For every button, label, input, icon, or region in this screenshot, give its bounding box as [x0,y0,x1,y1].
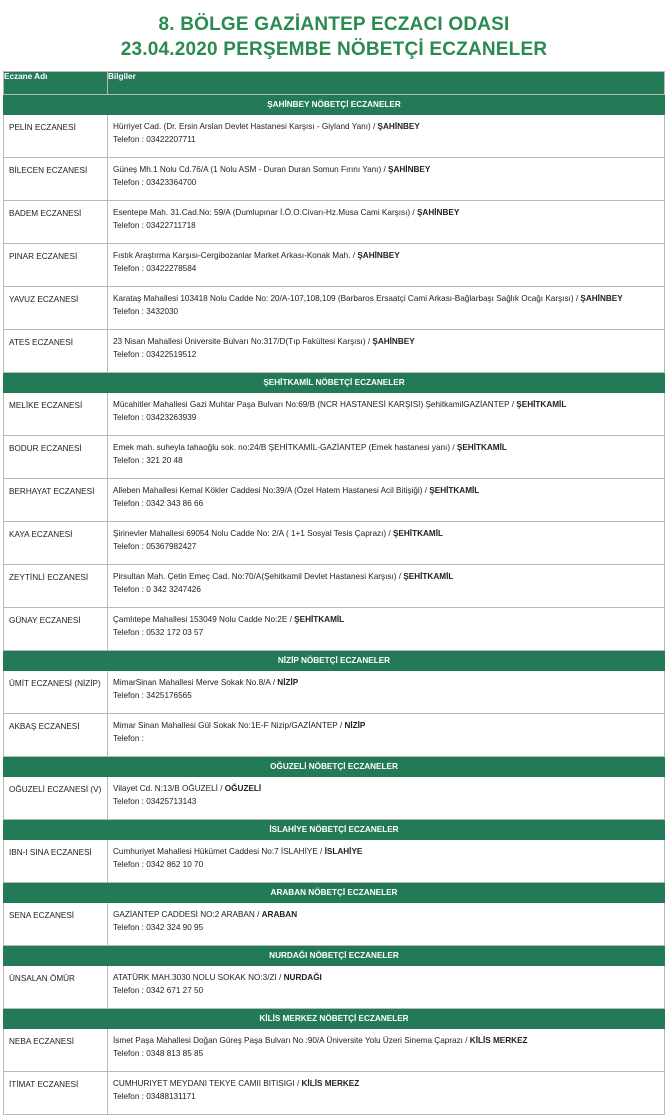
phone-label: Telefon : [113,178,144,187]
pharmacy-info [108,840,665,883]
pharmacy-address: Karataş Mahallesi 103418 Nolu Cadde No: 20/A-107,108,109 (Barbaros Ersaatçi Cami Arkası-Bağlarbaşı Sağlık Ocağı Karşısı) / [113,294,581,303]
pharmacy-info [108,201,665,244]
pharmacy-row [4,565,665,608]
pharmacy-district: İSLAHİYE [324,847,363,856]
pharmacy-district: KİLİS MERKEZ [469,1036,528,1045]
phone-label: Telefon : [113,499,144,508]
pharmacy-info [108,777,665,820]
pharmacy-info [108,522,665,565]
pharmacy-phone: 0342 324 90 95 [146,923,204,932]
pharmacy-district: ŞAHİNBEY [416,208,460,217]
pharmacy-name: ÜNSALAN ÖMÜR [4,966,108,1009]
column-header-info: Bilgiler [108,72,665,95]
pharmacy-phone: 3432030 [146,307,179,316]
pharmacy-row [4,158,665,201]
phone-label: Telefon : [113,797,144,806]
pharmacy-info [108,671,665,714]
pharmacy-address: Hürriyet Cad. (Dr. Ersin Arslan Devlet Hastanesi Karşısı - Giyland Yanı) / [113,122,378,131]
pharmacy-name: ATES ECZANESİ [4,330,108,373]
pharmacy-row [4,393,665,436]
pharmacy-name: ZEYTİNLİ ECZANESİ [4,565,108,608]
pharmacy-address: CUMHURIYET MEYDANI TEKYE CAMII BITISIGI / [113,1079,302,1088]
pharmacy-info [108,903,665,946]
phone-label: Telefon : [113,585,144,594]
pharmacy-row [4,903,665,946]
pharmacy-row [4,1072,665,1115]
pharmacy-info [108,158,665,201]
phone-label: Telefon : [113,307,144,316]
pharmacy-address: Şirinevler Mahallesi 69054 Nolu Cadde No: 2/A ( 1+1 Sosyal Tesis Çaprazı) / [113,529,393,538]
pharmacy-row [4,840,665,883]
pharmacy-district: ŞAHİNBEY [357,251,400,260]
section-title: ARABAN NÖBETÇİ ECZANELER [4,883,665,903]
pharmacy-phone: 0342 862 10 70 [146,860,204,869]
pharmacy-address: Esentepe Mah. 31.Cad.No: 59/A (Dumlupınar İ.Ö.O.Civarı-Hz.Musa Cami Karşısı) / [113,208,417,217]
pharmacy-row [4,522,665,565]
pharmacy-name: BERHAYAT ECZANESİ [4,479,108,522]
pharmacy-name: BODUR ECZANESİ [4,436,108,479]
pharmacy-district: ŞEHİTKAMİL [403,572,454,581]
pharmacy-name: SENA ECZANESİ [4,903,108,946]
pharmacy-district: OĞUZELİ [224,784,262,793]
pharmacy-district: ŞAHİNBEY [580,294,623,303]
pharmacy-address: Cumhuriyet Mahallesi Hükümet Caddesi No:7 İSLAHİYE / [113,847,325,856]
pharmacy-district: ŞAHİNBEY [388,165,431,174]
section-header-row [4,883,665,903]
pharmacy-name: PINAR ECZANESİ [4,244,108,287]
pharmacy-address: Çamlıtepe Mahallesi 153049 Nolu Cadde No:2E / [113,615,295,624]
pharmacy-address: Mücahitler Mahallesi Gazi Muhtar Paşa Bulvarı No:69/B (NCR HASTANESİ KARŞISI) ŞehitkamilGAZİANTEP / [113,400,517,409]
pharmacy-district: ŞAHİNBEY [377,122,420,131]
pharmacy-address: Mimar Sinan Mahallesi Gül Sokak No:1E-F Nizip/GAZİANTEP / [113,721,345,730]
pharmacy-district: NURDAĞI [283,973,322,982]
pharmacy-info [108,966,665,1009]
section-title: NURDAĞI NÖBETÇİ ECZANELER [4,946,665,966]
pharmacy-district: ŞEHİTKAMİL [294,615,345,624]
pharmacy-phone: 0342 671 27 50 [146,986,204,995]
pharmacy-address: Güneş Mh.1 Nolu Cd.76/A (1 Nolu ASM - Duran Duran Somun Fırını Yanı) / [113,165,389,174]
pharmacy-name: BADEM ECZANESİ [4,201,108,244]
pharmacy-row [4,671,665,714]
pharmacy-district: ŞEHİTKAMİL [392,529,444,538]
pharmacy-phone: 03425713143 [146,797,197,806]
phone-label: Telefon : [113,413,144,422]
page-title [0,0,668,62]
pharmacy-phone: 0342 343 86 66 [146,499,204,508]
pharmacy-district: KİLİS MERKEZ [301,1079,360,1088]
pharmacy-info [108,565,665,608]
section-title: ŞAHİNBEY NÖBETÇİ ECZANELER [4,95,665,115]
section-title: OĞUZELİ NÖBETÇİ ECZANELER [4,757,665,777]
phone-label: Telefon : [113,456,144,465]
pharmacy-phone: 03422711718 [146,221,196,230]
pharmacy-info [108,436,665,479]
section-header-row [4,1009,665,1029]
pharmacy-address: ATATÜRK MAH.3030 NOLU SOKAK NO:3/ZI / [113,973,284,982]
title-line-1: 8. BÖLGE GAZİANTEP ECZACI ODASI [158,14,510,35]
pharmacy-district: ŞEHİTKAMİL [516,400,567,409]
pharmacy-phone: 03488131171 [146,1092,196,1101]
pharmacy-address: İsmet Paşa Mahallesi Doğan Güreş Paşa Bulvarı No :90/A Üniversite Yolu Üzeri Sinema Çaprazı / [113,1036,470,1045]
pharmacy-info [108,479,665,522]
phone-label: Telefon : [113,542,144,551]
pharmacy-row [4,608,665,651]
column-header-name: Eczane Adı [4,72,108,95]
section-header-row [4,757,665,777]
phone-label: Telefon : [113,734,144,743]
pharmacy-table [3,71,665,1115]
pharmacy-name: BİLECEN ECZANESİ [4,158,108,201]
pharmacy-info [108,330,665,373]
pharmacy-address: Emek mah. suheyla tahaoğlu sok. no:24/B ŞEHİTKAMİL-GAZİANTEP (Emek hastanesi yanı) / [113,443,457,452]
section-header-row [4,373,665,393]
pharmacy-name: GÜNAY ECZANESİ [4,608,108,651]
section-header-row [4,651,665,671]
pharmacy-name: MELİKE ECZANESİ [4,393,108,436]
phone-label: Telefon : [113,135,144,144]
phone-label: Telefon : [113,986,144,995]
phone-label: Telefon : [113,628,144,637]
pharmacy-address: Fıstık Araştırma Karşısı-Cergibozanlar Market Arkası-Konak Mah. / [113,251,358,260]
section-title: KİLİS MERKEZ NÖBETÇİ ECZANELER [4,1009,665,1029]
pharmacy-name: IBN-I SINA ECZANESİ [4,840,108,883]
pharmacy-phone: 03423364700 [146,178,197,187]
pharmacy-phone: 03422207711 [146,135,196,144]
pharmacy-phone: 03422519512 [146,350,197,359]
pharmacy-info [108,1029,665,1072]
pharmacy-address: Vilayet Cd. N:13/B OĞUZELİ / [113,784,225,793]
phone-label: Telefon : [113,860,144,869]
pharmacy-info [108,115,665,158]
pharmacy-row [4,714,665,757]
pharmacy-address: MimarSinan Mahallesi Merve Sokak No.8/A / [113,678,278,687]
pharmacy-row [4,201,665,244]
pharmacy-name: YAVUZ ECZANESİ [4,287,108,330]
pharmacy-address: Pirsultan Mah. Çetin Emeç Cad. No:70/A(Şehitkamil Devlet Hastanesi Karşısı) / [113,572,404,581]
pharmacy-row [4,287,665,330]
pharmacy-district: ŞEHİTKAMİL [456,443,507,452]
pharmacy-row [4,330,665,373]
pharmacy-row [4,777,665,820]
section-title: NİZİP NÖBETÇİ ECZANELER [4,651,665,671]
pharmacy-name: AKBAŞ ECZANESİ [4,714,108,757]
phone-label: Telefon : [113,923,144,932]
section-header-row [4,95,665,115]
pharmacy-row [4,244,665,287]
pharmacy-row [4,966,665,1009]
pharmacy-name: OĞUZELİ ECZANESİ (V) [4,777,108,820]
phone-label: Telefon : [113,221,144,230]
pharmacy-address: GAZİANTEP CADDESİ NO:2 ARABAN / [113,910,262,919]
title-line-2: 23.04.2020 PERŞEMBE NÖBETÇİ ECZANELER [120,39,548,60]
pharmacy-name: KAYA ECZANESİ [4,522,108,565]
pharmacy-info [108,287,665,330]
pharmacy-district: NİZİP [344,721,366,730]
pharmacy-district: ŞAHİNBEY [372,337,415,346]
pharmacy-info [108,1072,665,1115]
phone-label: Telefon : [113,350,144,359]
pharmacy-district: ARABAN [261,910,298,919]
phone-label: Telefon : [113,691,144,700]
pharmacy-name: PELİN ECZANESİ [4,115,108,158]
pharmacy-name: İTİMAT ECZANESİ [4,1072,108,1115]
pharmacy-name: ÜMİT ECZANESİ (NİZİP) [4,671,108,714]
pharmacy-phone: 0532 172 03 57 [146,628,204,637]
pharmacy-phone: 05367982427 [146,542,197,551]
phone-label: Telefon : [113,264,144,273]
pharmacy-row [4,115,665,158]
pharmacy-phone: 3425176565 [146,691,192,700]
pharmacy-table-body [4,95,665,1115]
pharmacy-district: NİZİP [277,678,299,687]
pharmacy-address: 23 Nisan Mahallesi Üniversite Bulvarı No:317/D(Tıp Fakültesi Karşısı) / [113,337,373,346]
pharmacy-row [4,479,665,522]
phone-label: Telefon : [113,1092,144,1101]
pharmacy-info [108,608,665,651]
pharmacy-phone: 0 342 3247426 [146,585,201,594]
pharmacy-phone: 0348 813 85 85 [146,1049,204,1058]
section-title: İSLAHİYE NÖBETÇİ ECZANELER [4,820,665,840]
pharmacy-phone: 03422278584 [146,264,197,273]
pharmacy-row [4,1029,665,1072]
pharmacy-district: ŞEHİTKAMİL [429,486,480,495]
pharmacy-row [4,436,665,479]
section-header-row [4,820,665,840]
pharmacy-address: Alleben Mahallesi Kemal Kökler Caddesi No:39/A (Özel Hatem Hastanesi Acil Bitişiği) / [113,486,430,495]
pharmacy-info [108,714,665,757]
section-title: ŞEHİTKAMİL NÖBETÇİ ECZANELER [4,373,665,393]
pharmacy-info [108,393,665,436]
section-header-row [4,946,665,966]
pharmacy-phone: 03423263939 [146,413,197,422]
pharmacy-phone: 321 20 48 [146,456,183,465]
pharmacy-name: NEBA ECZANESİ [4,1029,108,1072]
pharmacy-info [108,244,665,287]
phone-label: Telefon : [113,1049,144,1058]
